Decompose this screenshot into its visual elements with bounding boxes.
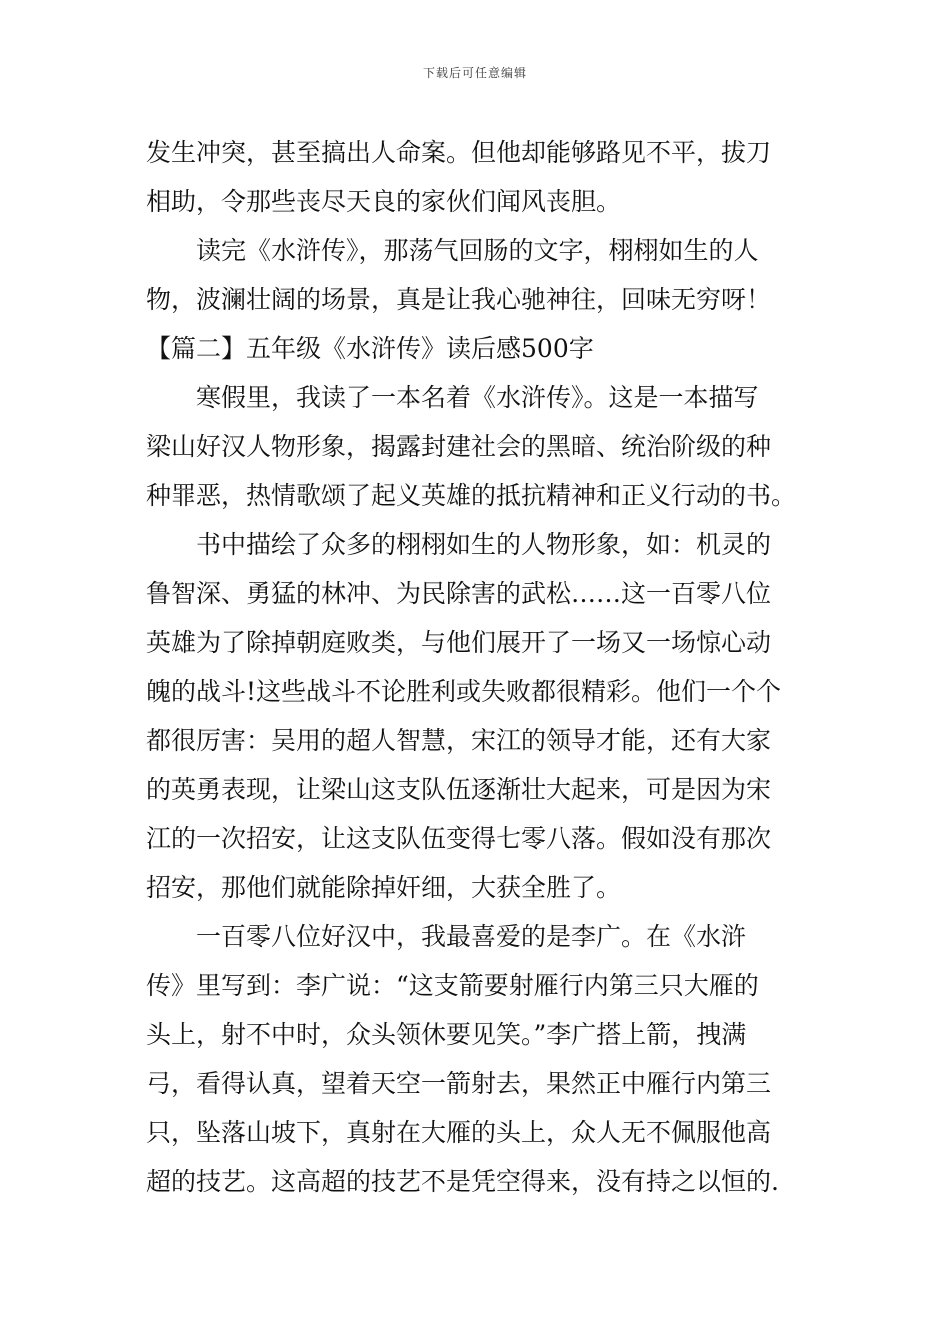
text-line: 物，波澜壮阔的场景，真是让我心驰神往，回味无穷呀！ xyxy=(146,285,772,314)
text-line: 传》里写到：李广说：“这支箭要射雁行内第三只大雁的 xyxy=(146,971,759,1000)
paragraph-start: 书中描绘了众多的栩栩如生的人物形象，如：机灵的 xyxy=(196,530,772,559)
document-body xyxy=(146,128,810,1206)
section-heading: 【篇二】五年级《水浒传》读后感500字 xyxy=(146,334,594,363)
text-line: 超的技艺。这高超的技艺不是凭空得来，没有持之以恒的. xyxy=(146,1167,779,1196)
text-line: 种罪恶，热情歌颂了起义英雄的抵抗精神和正义行动的书。 xyxy=(146,481,797,510)
text-line: 都很厉害：吴用的超人智慧，宋江的领导才能，还有大家 xyxy=(146,726,772,755)
text-line: 鲁智深、勇猛的林冲、为民除害的武松……这一百零八位 xyxy=(146,579,772,608)
text-line: 英雄为了除掉朝庭败类，与他们展开了一场又一场惊心动 xyxy=(146,628,772,657)
text-line: 只，坠落山坡下，真射在大雁的头上，众人无不佩服他高 xyxy=(146,1118,772,1147)
text-line: 招安，那他们就能除掉奸细，大获全胜了。 xyxy=(146,873,622,902)
page-header: 下载后可任意编辑 xyxy=(422,66,527,80)
paragraph-start: 一百零八位好汉中，我最喜爱的是李广。在《水浒 xyxy=(196,922,747,951)
paragraph-start: 寒假里，我读了一本名着《水浒传》。这是一本描写 xyxy=(196,383,759,412)
text-line: 弓，看得认真，望着天空一箭射去，果然正中雁行内第三 xyxy=(146,1069,772,1098)
text-line: 相助，令那些丧尽天良的家伙们闻风丧胆。 xyxy=(146,187,622,216)
text-line: 发生冲突，甚至搞出人命案。但他却能够路见不平，拔刀 xyxy=(146,138,772,167)
text-line: 魄的战斗!这些战斗不论胜利或失败都很精彩。他们一个个 xyxy=(146,677,782,706)
paragraph-start: 读完《水浒传》，那荡气回肠的文字，栩栩如生的人 xyxy=(196,236,759,265)
text-line: 的英勇表现，让梁山这支队伍逐渐壮大起来，可是因为宋 xyxy=(146,775,772,804)
text-line: 江的一次招安，让这支队伍变得七零八落。假如没有那次 xyxy=(146,824,772,853)
text-line: 梁山好汉人物形象，揭露封建社会的黑暗、统治阶级的种 xyxy=(146,432,772,461)
text-line: 头上，射不中时，众头领休要见笑。”李广搭上箭，拽满 xyxy=(146,1020,747,1049)
